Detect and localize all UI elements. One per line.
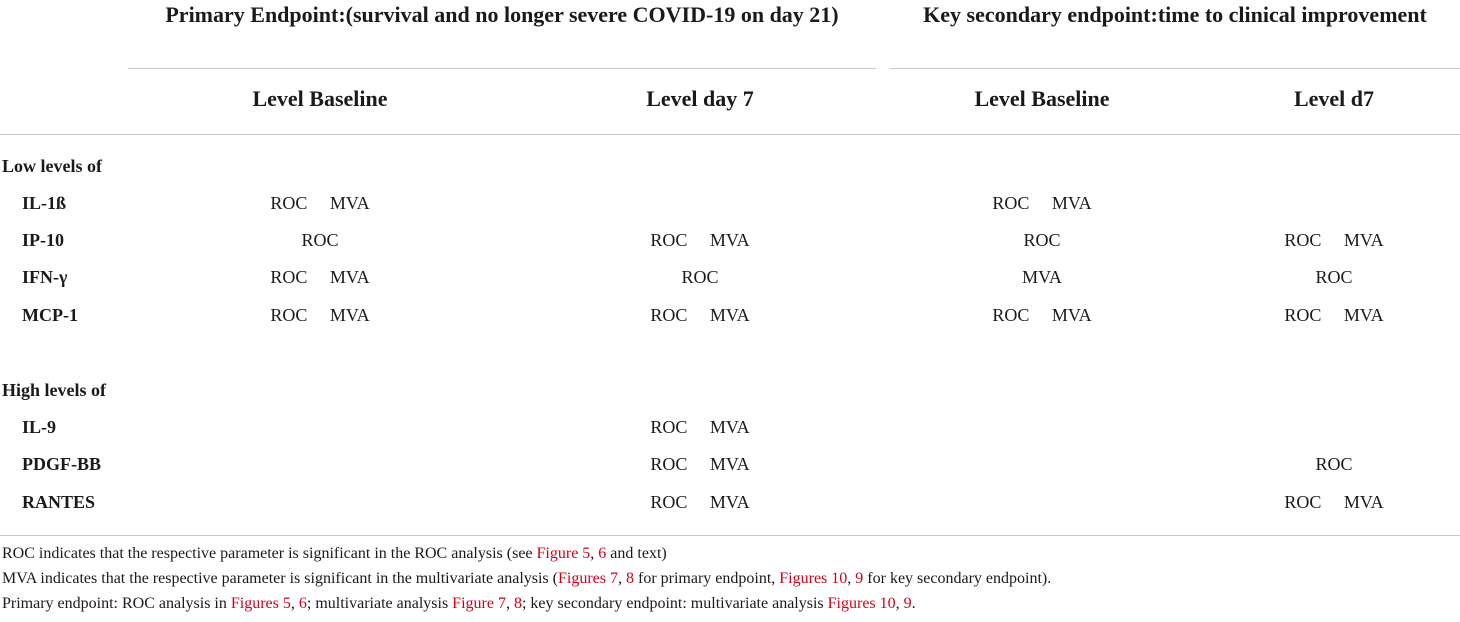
table-bottom-rule	[0, 535, 1460, 536]
table-cell: ROC MVA	[270, 193, 370, 213]
primary-group-rule	[128, 68, 876, 69]
footnote-text: .	[911, 595, 916, 612]
figure-link[interactable]: 8	[625, 570, 634, 587]
figure-link[interactable]: Figure 5	[536, 545, 591, 562]
table-cell: ROC	[1315, 454, 1353, 474]
primary-endpoint-header: Primary Endpoint:(survival and no longer severe COVID-19 on day 21)	[165, 2, 839, 27]
header-rule	[0, 134, 1460, 135]
figure-link[interactable]: 9	[903, 595, 912, 612]
column-header-primary-baseline: Level Baseline	[252, 86, 388, 111]
figure-link[interactable]: Figures 10	[779, 570, 848, 587]
row-label: PDGF-BB	[22, 454, 101, 474]
footnote-text: MVA indicates that the respective parameter is significant in the multivariate analysis (	[2, 570, 558, 587]
table-cell: ROC	[681, 267, 719, 287]
footnote-text: ,	[590, 545, 599, 562]
footnote-roc	[2, 545, 667, 563]
column-header-secondary-d7: Level d7	[1293, 86, 1375, 111]
column-header-primary-day7: Level day 7	[646, 86, 754, 111]
table-cell: ROC MVA	[650, 492, 750, 512]
table-cell: ROC MVA	[650, 230, 750, 250]
figure-link[interactable]: Figures 5	[230, 595, 291, 612]
footnote-text: ; key secondary endpoint: multivariate analysis	[521, 595, 828, 612]
row-label: IFN-γ	[22, 267, 68, 287]
figure-link[interactable]: 6	[298, 595, 307, 612]
footnote-text: ; multivariate analysis	[306, 595, 453, 612]
row-label: RANTES	[22, 492, 96, 512]
footnote-text: ,	[617, 570, 626, 587]
row-label: IL-1ß	[22, 193, 67, 213]
footnote-text: for key secondary endpoint).	[863, 570, 1052, 587]
footnote-text: Primary endpoint: ROC analysis in	[2, 595, 231, 612]
table-cell: ROC	[301, 230, 339, 250]
table-cell: ROC MVA	[992, 305, 1092, 325]
footnote-text: and text)	[606, 545, 667, 562]
row-label: MCP-1	[22, 305, 78, 325]
footnote-mva	[2, 570, 1051, 588]
footnote-text: ,	[895, 595, 904, 612]
figure-link[interactable]: 9	[855, 570, 864, 587]
section-label-high: High levels of	[2, 380, 106, 400]
row-label: IL-9	[22, 417, 57, 437]
column-header-secondary-baseline: Level Baseline	[974, 86, 1110, 111]
table-cell: ROC	[1315, 267, 1353, 287]
footnote-text: ROC indicates that the respective parameter is significant in the ROC analysis (see	[2, 545, 537, 562]
figure-link[interactable]: Figure 7	[452, 595, 506, 612]
figure-link[interactable]: Figures 7	[557, 570, 618, 587]
table-cell: ROC MVA	[992, 193, 1092, 213]
footnote-text: ,	[847, 570, 856, 587]
table-cell: ROC MVA	[650, 417, 750, 437]
figure-link[interactable]: Figures 10	[827, 595, 896, 612]
footnote-text: ,	[505, 595, 514, 612]
table-cell: ROC MVA	[1284, 492, 1384, 512]
section-label-low: Low levels of	[2, 156, 102, 176]
secondary-group-rule	[890, 68, 1460, 69]
table-cell: ROC MVA	[270, 305, 370, 325]
footnote-text: for primary endpoint,	[633, 570, 780, 587]
table-cell: ROC MVA	[1284, 230, 1384, 250]
table-cell: ROC MVA	[1284, 305, 1384, 325]
footnote-text: ,	[290, 595, 299, 612]
row-label: IP-10	[22, 230, 64, 250]
footnote-summary	[2, 595, 916, 613]
figure-link[interactable]: 6	[598, 545, 607, 562]
table-cell: ROC MVA	[650, 305, 750, 325]
table-cell: ROC MVA	[270, 267, 370, 287]
figure-link[interactable]: 8	[513, 595, 522, 612]
secondary-endpoint-header: Key secondary endpoint:time to clinical improvement	[923, 2, 1427, 27]
table-cell: MVA	[1022, 267, 1062, 287]
table-cell: ROC MVA	[650, 454, 750, 474]
table-cell: ROC	[1023, 230, 1061, 250]
